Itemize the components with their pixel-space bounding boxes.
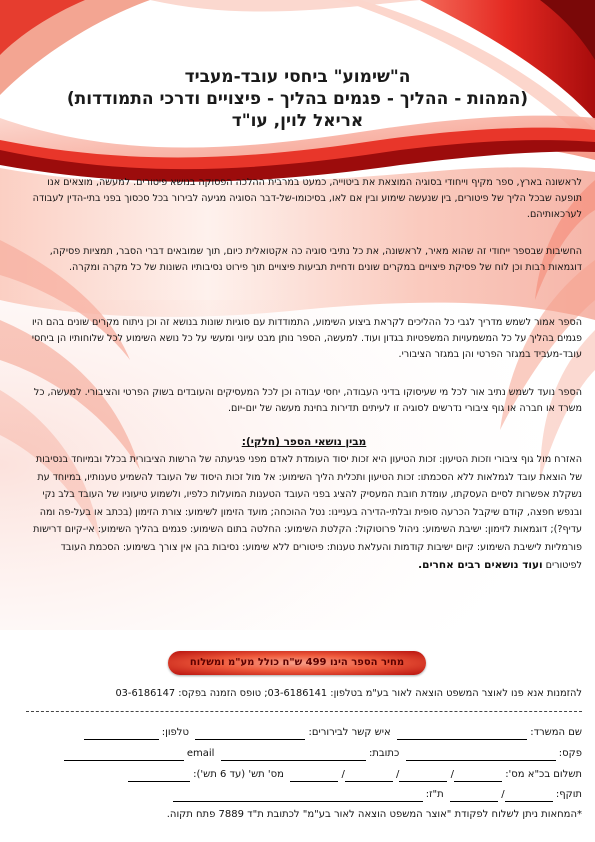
topics-paragraph	[26, 451, 582, 574]
payment-label: תשלום בכ"א מס':	[505, 769, 582, 780]
email-field[interactable]	[64, 749, 184, 761]
topics-text: האזרח מול גוף ציבורי וזכות הטיעון: זכות הטיעון היא זכות יסוד העומדת לאדם מפני פגיעתה של הרשות הציבורית בכלל ובמיוחד בנסיבות של הוצאת עובד לגמלאות ללא הסכמתו: זכות הטיעון ותכלית הליך השימוע: אל מול זכות היסוד של העובד להשמיע טענותיו, במיוחד עת נשקלת אפשרות לסיים העסקתו, עומדת חובת המעסיק להציג בפני העובד הטענות המועלות כלפיו, ולשמוע טיעוניו של העובד בלב נקי ובנפש חפצה, קודם שיקבל הכרעה סופית ובלתי-הדירה בעניינו: נטל ההוכחה; מועד הזימון לשימוע: צורת הזימון (בכתב או בעל-פה ומה עדיף?); דוגמאות לזימון: ישיבת השימוע: ניהול פרוטוקול: הקלטת השימוע: החלטה בתום השימוע: פגמים בהליך השימוע: אי-קיום דרישות פורמליות לישיבת השימוע: קיום ישיבות קודמות והעלאת טענות: פיטורים ללא שימוע: נסיבות בהן אין צורך בשימוע: הסכמת העובד לפיטורים	[33, 454, 582, 571]
form-row-office	[26, 726, 582, 740]
form-row-validity: תוקף: / ת"ז:	[26, 788, 582, 802]
card-part-4-field[interactable]	[290, 770, 338, 782]
fax-field[interactable]	[406, 749, 556, 761]
intro-paragraph-3: הספר אמור לשמש מדריך לגבי כל ההליכים לקראת ביצוע השימוע, התמודדות עם סוגיות שונות בנושא זה וכן ניתוח מקרים שונים בהם היו פגמים בהליך על כל המשמעויות המשפטיות בגדון ועוד. למעשה, הספר נותן מבט עיוני ומעשי על כל נושא השימוע לכל שלוחותיו הן ביחסי עובד-מעביד במגזר הפרטי והן במגזר הציבורי.	[31, 317, 582, 361]
price-banner	[168, 651, 426, 675]
office-name-label: שם המשרד:	[530, 727, 582, 738]
dashed-divider	[26, 711, 582, 712]
cheque-footnote: *המחאות ניתן לשלוח לפקודת "אוצר המשפט הוצאה לאור בע"מ" לכתובת ת"ד 7889 פתח תקוה.	[166, 809, 582, 820]
id-field[interactable]	[173, 790, 423, 802]
topics-more: ועוד נושאים רבים אחרים.	[418, 558, 543, 571]
card-part-2-field[interactable]	[399, 770, 447, 782]
contact-person-field[interactable]	[195, 728, 305, 740]
intro-paragraph-4: הספר נועד לשמש נתיב אור לכל מי שעיסוקו בדיני העבודה, יחסי עבודה וכן לכל המעסיקים והעובדים בשוק הפרטי והציבורי. למעשה, כל משרד או חברה או גוף ציבורי נדרשים לסוגיה זו לעיתים תדירות בחינת מעשה של יום-יום.	[33, 387, 582, 415]
book-title-block	[20, 66, 575, 132]
book-title: ה"שימוע" ביחסי עובד-מעביד	[184, 67, 411, 87]
book-author: אריאל לוין, עו"ד	[231, 111, 364, 131]
form-row-contact	[26, 747, 582, 761]
valid-month-field[interactable]	[505, 790, 553, 802]
id-label: ת"ז:	[425, 789, 444, 800]
card-part-3-field[interactable]	[345, 770, 393, 782]
intro-paragraph-2: החשיבות שבספר ייחודי זה שהוא מאיר, לראשונה, את כל נתיבי סוגיה כה אקטואלית כיום, תוך שמובאים דברי הסבר, תמציות פסיקה, דוגמאות רבות וכן לוח של פסיקת פיצויים במקרים שונים ודחיית תביעות פיצויים תוך פירוט נסיבותיו השונות של כל מקרה ומקרה.	[49, 246, 582, 274]
valid-year-field[interactable]	[450, 790, 498, 802]
valid-label: תוקף:	[555, 789, 582, 800]
book-subtitle: (המהות - ההליך - פגמים בהליך - פיצויים ודרכי התמודדות)	[66, 89, 529, 109]
intro-paragraph-1: לראשונה בארץ, ספר מקיף וייחודי בסוגיה המוצאת את ביטוייה, כמעט במרבית ההלכה הפסוקה בנושא פיטורים. למעשה, מוצאים אנו תופעה שבכל הליך של פיטורים, בין שנעשה שימוע ובין אם לאו, בסיכומו-של-דבר הסוגיה מגיעה לבירור בכל סכסוך בפני בתי-הדין לעבודה לערכאותיהם.	[32, 177, 582, 221]
address-field[interactable]	[221, 749, 366, 761]
card-part-1-field[interactable]	[454, 770, 502, 782]
installments-label: מס' תש' (עד 6 תש'):	[193, 769, 284, 780]
email-label: email	[186, 748, 215, 759]
address-label: כתובת:	[368, 748, 400, 759]
phone-field[interactable]	[84, 728, 159, 740]
phone-label: טלפון:	[161, 727, 189, 738]
fax-label: פקס:	[558, 748, 582, 759]
contact-person-label: איש קשר לבירורים:	[308, 727, 391, 738]
order-instructions: להזמנות אנא פנו לאוצר המשפט הוצאה לאור בע"מ בטלפון: 03-6186141; טופס הזמנה בפקס: 03-6186147	[115, 688, 582, 699]
office-name-field[interactable]	[397, 728, 527, 740]
form-row-payment: תשלום בכ"א מס': / / / מס' תש' (עד 6 תש'):	[26, 768, 582, 782]
topics-heading: מבין נושאי הספר (חלקי):	[241, 436, 367, 448]
installments-field[interactable]	[128, 770, 190, 782]
price-label: מחיר הספר הינו 499 ש"ח כולל מע"מ ומשלוח	[189, 657, 405, 668]
